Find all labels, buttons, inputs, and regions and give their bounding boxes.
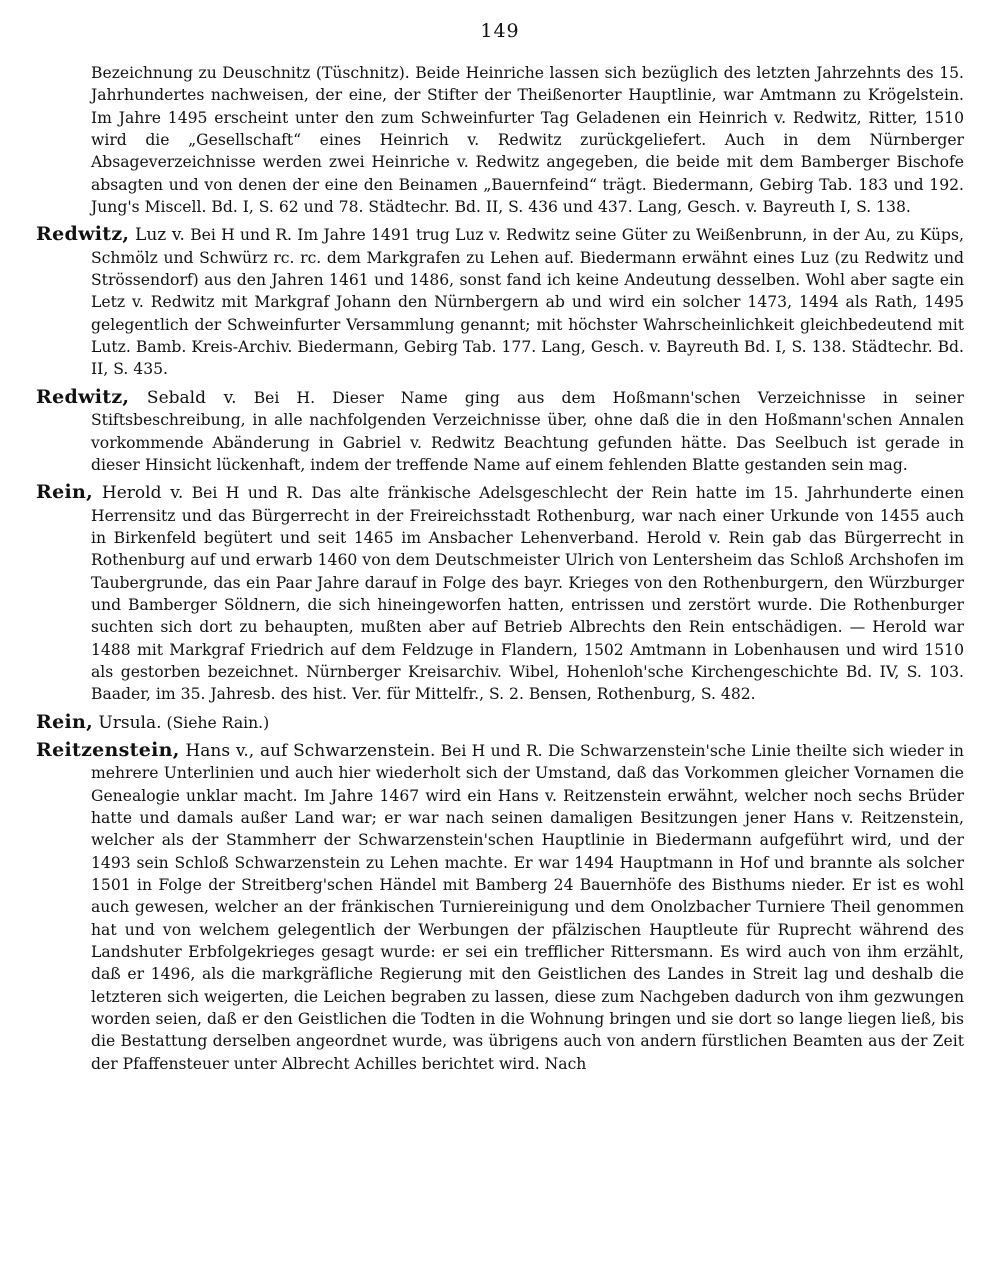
entry-text: Bei H und R. Das alte fränkische Adelsgeschlecht der Rein hatte im 15. Jahrhunderte einen Herrensitz und das Bürgerrecht in der Freireichsstadt Rothenburg, war nach einer Urkunde von 1455 auch in Birkenfeld begütert und seit 1465 im Ansbacher Lehenverband. Herold v. Rein gab das Bürgerrecht in Rothenburg auf und erwarb 1460 von dem Deutschmeister Ulrich von Lentersheim das Schloß Archshofen im Taubergrunde, das ein Paar Jahre darauf in Folge des bayr. Krieges von den Rothenburgern, den Würzburger und Bamberger Söldnern, die sich hineingeworfen hatten, entrissen und zerstört wurde. Die Rothenburger suchten sich dort zu behaupten, mußten aber auf Betrieb Albrechts den Rein entschädigen. — Herold war 1488 mit Markgraf Friedrich auf dem Feldzuge in Flandern, 1502 Amtmann in Lobenhausen und wird 1510 als gestorben bezeichnet. Nürnberger Kreisarchiv. Wibel, Hohenloh'sche Kirchengeschichte Bd. IV, S. 103. Baader, im 35. Jahresb. des hist. Ver. für Mittelfr., S. 2. Bensen, Rothenburg, S. 482. [91, 484, 964, 704]
entry-redwitz-luz [36, 223, 964, 380]
entry-given-name: Luz v. [129, 225, 185, 246]
page-number: 149 [480, 20, 520, 42]
entry-surname: Rein, [36, 710, 94, 733]
entry-given-name: Ursula. [93, 712, 162, 733]
entry-surname: Rein, [36, 481, 94, 504]
entry-given-name: Sebald v. [129, 387, 237, 408]
entry-redwitz-sebald [36, 386, 964, 476]
entry-rein-ursula [36, 711, 964, 734]
entry-given-name: Herold v. [93, 483, 184, 504]
entry-reitzenstein-hans [36, 739, 964, 1075]
entry-surname: Redwitz, [36, 385, 130, 408]
entry-given-name: Hans v., auf Schwarzenstein. [179, 740, 436, 761]
entry-surname: Redwitz, [36, 223, 130, 246]
paragraph-text: Bezeichnung zu Deuschnitz (Tüschnitz). Beide Heinriche lassen sich bezüglich des letzten Jahrzehnts des 15. Jahrhundertes nachweisen, der eine, der Stifter der Theißenorter Hauptlinie, war Amtmann zu Krögelstein. Im Jahre 1495 erscheint unter den zum Schweinfurter Tag Geladenen ein Heinrich v. Redwitz, Ritter, 1510 wird die „Gesellschaft“ eines Heinrich v. Redwitz zurückgeliefert. Auch in dem Nürnberger Absageverzeichnisse werden zwei Heinriche v. Redwitz angegeben, die beide mit dem Bamberger Bischofe absagten und von denen der eine den Beinamen „Bauernfeind“ trägt. Biedermann, Gebirg Tab. 183 und 192. Jung's Miscell. Bd. I, S. 62 und 78. Städtechr. Bd. II, S. 436 und 437. Lang, Gesch. v. Bayreuth I, S. 138. [91, 64, 964, 217]
page-body [36, 62, 964, 1080]
entry-text: Bei H. Dieser Name ging aus dem Hoßmann'schen Verzeichnisse in seiner Stiftsbeschreibung, in alle nachfolgenden Verzeichnisse über, ohne daß die in den Hoßmann'schen Annalen vorkommende Abänderung in Gabriel v. Redwitz Beachtung gefunden hätte. Das Seelbuch ist gerade in dieser Hinsicht lückenhaft, indem der treffende Name auf einem fehlenden Blatte gestanden sein mag. [91, 388, 964, 474]
entry-rein-herold [36, 481, 964, 705]
entry-text: (Siehe Rain.) [161, 713, 270, 732]
continued-paragraph [36, 62, 964, 218]
entry-text: Bei H und R. Die Schwarzenstein'sche Linie theilte sich wieder in mehrere Unterlinien und auch hier wiederholt sich der Umstand, daß das Vorkommen gleicher Vornamen die Genealogie unklar macht. Im Jahre 1467 wird ein Hans v. Reitzenstein erwähnt, welcher noch sechs Brüder hatte und damals außer Land war; er war nach seinen damaligen Besitzungen jener Hans v. Reitzenstein, welcher als der Stammherr der Schwarzenstein'schen Hauptlinie in Biedermann aufgeführt wird, und der 1493 sein Schloß Schwarzenstein zu Lehen machte. Er war 1494 Hauptmann in Hof und brannte als solcher 1501 in Folge der Streitberg'schen Händel mit Bamberg 24 Bauernhöfe des Bisthums nieder. Er ist es wohl auch gewesen, welcher an der fränkischen Turniereinigung und dem Onolzbacher Turniere Theil genommen hat und von welchem gelegentlich der Werbungen der pfälzischen Hauptleute für Ruprecht während des Landshuter Erbfolgekrieges gesagt wurde: er sei ein trefflicher Rittersmann. Es wird auch von ihm erzählt, daß er 1496, als die markgräfliche Regierung mit den Geistlichen des Landes in Streit lag und deshalb die letzteren sich weigerten, die Leichen begraben zu lassen, diese zum Nachgeben dadurch von ihm gezwungen worden seien, daß er den Geistlichen die Todten in die Wohnung bringen und sie dort so lange liegen ließ, bis die Bestattung derselben angeordnet wurde, was übrigens auch von andern fürstlichen Beamten aus der Zeit der Pfaffensteuer unter Albrecht Achilles berichtet wird. Nach [91, 741, 964, 1073]
entry-text: Bei H und R. Im Jahre 1491 trug Luz v. Redwitz seine Güter zu Weißenbrunn, in der Au, zu Küps, Schmölz und Schwürz rc. rc. dem Markgrafen zu Lehen auf. Biedermann erwähnt eines Luz (zu Redwitz und Strössendorf) aus den Jahren 1461 und 1486, sonst fand ich keine Andeutung desselben. Wohl aber sagte ein Letz v. Redwitz mit Markgraf Johann den Nürnbergern ab und wird ein solcher 1473, 1494 als Rath, 1495 gelegentlich der Schweinfurter Versammlung genannt; mit höchster Wahrscheinlichkeit gleichbedeutend mit Lutz. Bamb. Kreis-Archiv. Biedermann, Gebirg Tab. 177. Lang, Gesch. v. Bayreuth Bd. I, S. 138. Städtechr. Bd. II, S. 435. [91, 226, 964, 379]
entry-surname: Reitzenstein, [36, 738, 180, 761]
